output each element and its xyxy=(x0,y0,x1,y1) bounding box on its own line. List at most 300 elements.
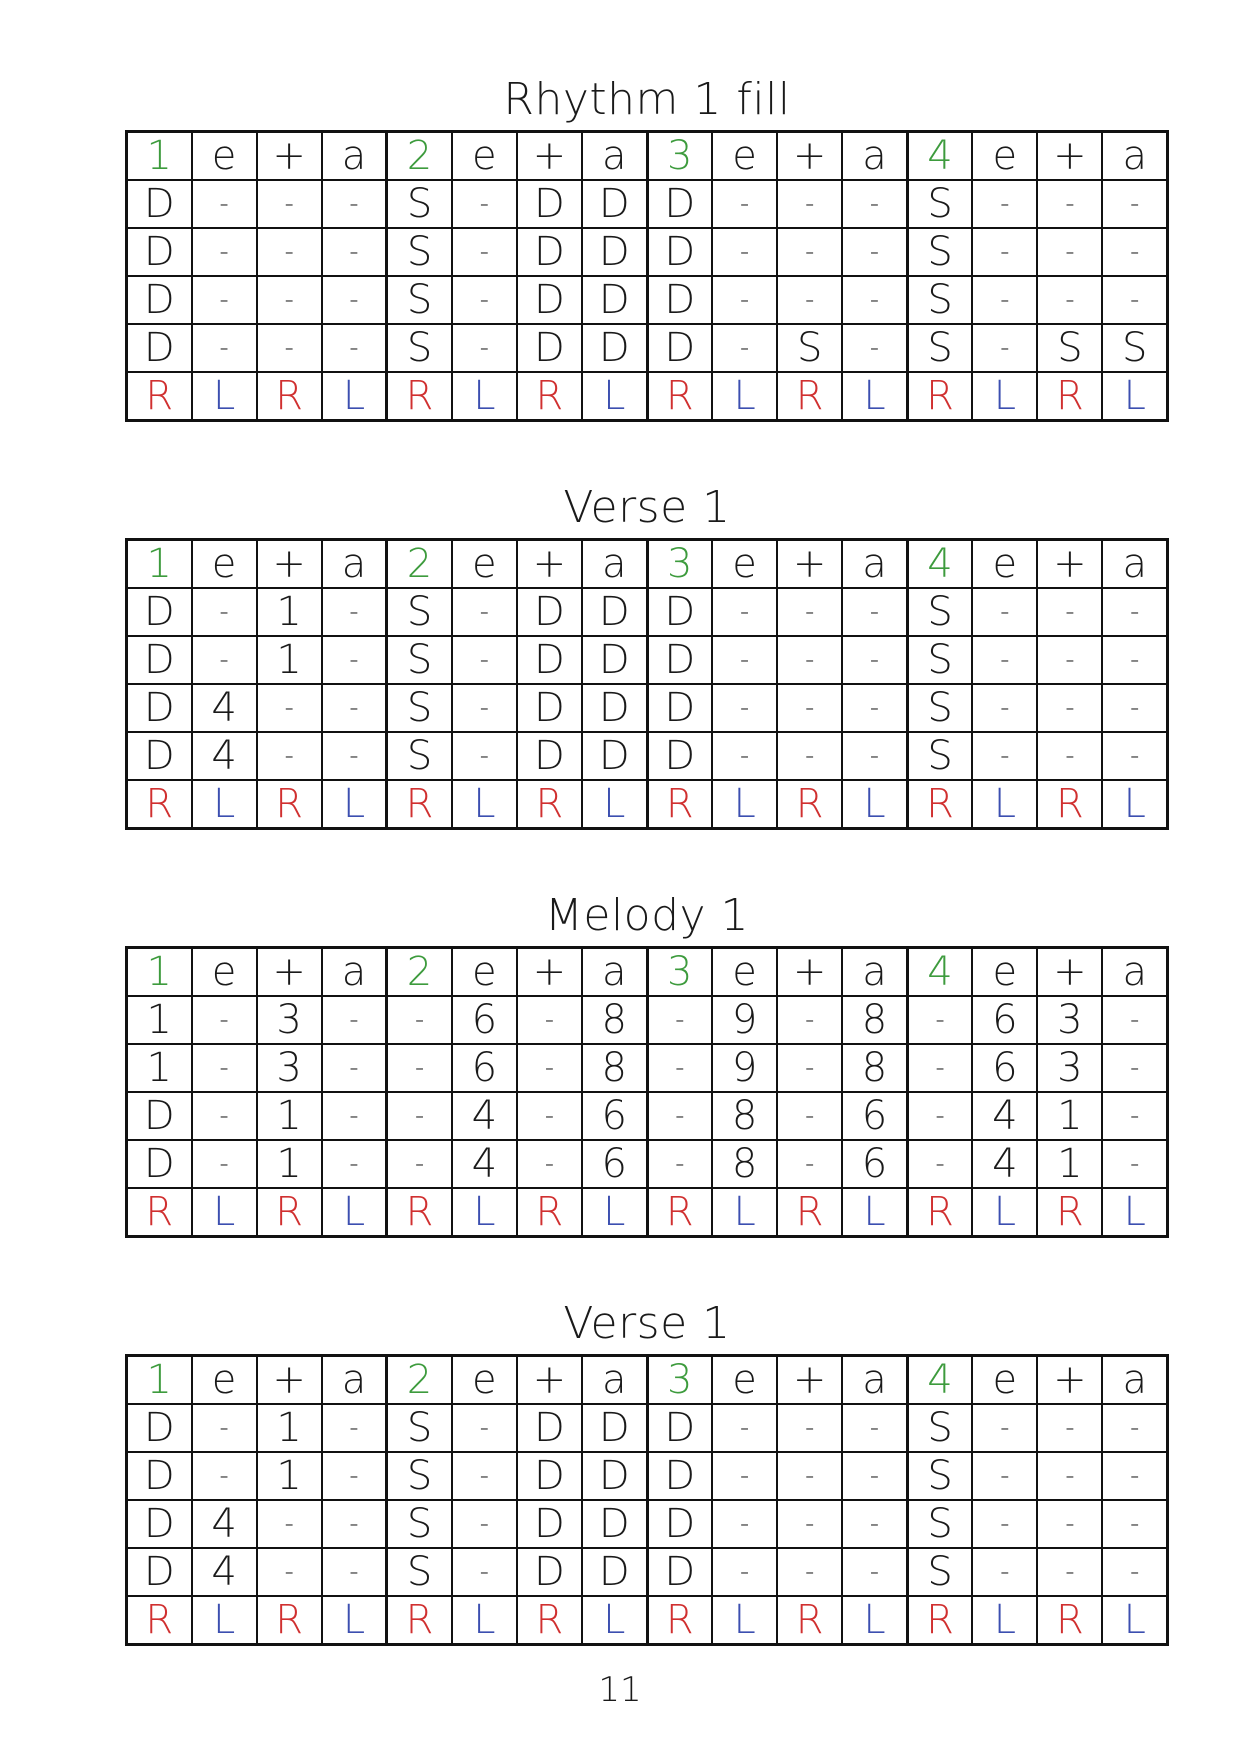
note-cell: D xyxy=(517,1404,582,1452)
count-cell: e xyxy=(192,132,257,181)
note-cell: - xyxy=(777,1044,842,1092)
note-cell: D xyxy=(647,588,712,636)
note-cell: - xyxy=(1037,636,1102,684)
note-cell: S xyxy=(907,684,972,732)
sticking-row xyxy=(127,780,1168,829)
sticking-cell: L xyxy=(192,1188,257,1237)
note-cell: - xyxy=(972,684,1037,732)
note-cell: - xyxy=(192,588,257,636)
note-cell: D xyxy=(517,276,582,324)
note-cell: 8 xyxy=(582,996,647,1044)
note-cell: D xyxy=(127,1500,192,1548)
note-cell: - xyxy=(712,684,777,732)
note-cell: - xyxy=(1037,1500,1102,1548)
sticking-cell: R xyxy=(387,780,452,829)
section-title: Melody 1 xyxy=(544,890,750,941)
sticking-cell: L xyxy=(972,780,1037,829)
note-cell: - xyxy=(452,228,517,276)
note-cell: - xyxy=(257,324,322,372)
note-cell: S xyxy=(907,732,972,780)
note-cell: D xyxy=(127,732,192,780)
note-cell: D xyxy=(647,324,712,372)
sticking-cell: R xyxy=(777,780,842,829)
note-cell: - xyxy=(322,1092,387,1140)
sticking-cell: L xyxy=(322,1188,387,1237)
sticking-cell: R xyxy=(1037,1188,1102,1237)
note-cell: 6 xyxy=(842,1092,907,1140)
note-cell: - xyxy=(192,1140,257,1188)
note-cell: - xyxy=(712,180,777,228)
count-cell: + xyxy=(1037,132,1102,181)
note-cell: - xyxy=(192,1404,257,1452)
note-cell: - xyxy=(387,1044,452,1092)
count-cell: 3 xyxy=(647,1356,712,1405)
note-cell: - xyxy=(322,324,387,372)
count-cell: + xyxy=(517,1356,582,1405)
note-cell: - xyxy=(452,588,517,636)
sticking-cell: L xyxy=(842,1188,907,1237)
note-cell: 8 xyxy=(582,1044,647,1092)
note-cell: - xyxy=(322,276,387,324)
note-cell: - xyxy=(1102,276,1167,324)
note-cell: S xyxy=(907,1500,972,1548)
note-cell: D xyxy=(127,276,192,324)
note-cell: - xyxy=(322,996,387,1044)
note-cell: S xyxy=(907,276,972,324)
note-cell: - xyxy=(257,732,322,780)
note-cell: S xyxy=(387,1404,452,1452)
note-cell: - xyxy=(907,1044,972,1092)
count-cell: + xyxy=(257,1356,322,1405)
note-row xyxy=(127,1044,1168,1092)
note-cell: S xyxy=(387,684,452,732)
count-cell: 1 xyxy=(127,948,192,997)
note-cell: S xyxy=(907,228,972,276)
note-cell: - xyxy=(517,1044,582,1092)
note-row xyxy=(127,1500,1168,1548)
sticking-cell: L xyxy=(452,372,517,421)
note-cell: D xyxy=(517,1452,582,1500)
sticking-cell: L xyxy=(582,372,647,421)
count-cell: 3 xyxy=(647,540,712,589)
note-cell: D xyxy=(647,1404,712,1452)
note-cell: 8 xyxy=(842,1044,907,1092)
sticking-row xyxy=(127,372,1168,421)
count-cell: 2 xyxy=(387,132,452,181)
count-cell: 2 xyxy=(387,540,452,589)
note-cell: S xyxy=(387,1452,452,1500)
note-cell: D xyxy=(647,684,712,732)
count-cell: 1 xyxy=(127,1356,192,1405)
note-cell: D xyxy=(517,636,582,684)
count-cell: 3 xyxy=(647,948,712,997)
sticking-cell: R xyxy=(517,1596,582,1645)
note-cell: 1 xyxy=(257,1452,322,1500)
count-cell: + xyxy=(777,1356,842,1405)
note-cell: - xyxy=(192,180,257,228)
note-cell: D xyxy=(127,588,192,636)
sticking-cell: L xyxy=(972,1188,1037,1237)
note-cell: - xyxy=(387,996,452,1044)
note-cell: - xyxy=(907,1140,972,1188)
sticking-cell: R xyxy=(517,372,582,421)
note-cell: - xyxy=(1102,1044,1167,1092)
note-cell: - xyxy=(842,228,907,276)
sticking-row xyxy=(127,1188,1168,1237)
note-cell: D xyxy=(582,1452,647,1500)
note-cell: - xyxy=(647,1092,712,1140)
note-cell: - xyxy=(1037,1548,1102,1596)
note-cell: - xyxy=(1102,1404,1167,1452)
note-cell: - xyxy=(712,1500,777,1548)
note-cell: D xyxy=(582,276,647,324)
note-cell: - xyxy=(322,1500,387,1548)
sticking-cell: L xyxy=(842,1596,907,1645)
note-cell: 4 xyxy=(192,1548,257,1596)
note-cell: 4 xyxy=(972,1092,1037,1140)
count-cell: a xyxy=(322,540,387,589)
note-cell: - xyxy=(842,276,907,324)
note-cell: - xyxy=(777,1140,842,1188)
note-cell: - xyxy=(1102,588,1167,636)
sticking-cell: L xyxy=(582,1188,647,1237)
note-cell: - xyxy=(322,588,387,636)
note-cell: - xyxy=(192,228,257,276)
note-cell: 6 xyxy=(452,1044,517,1092)
note-cell: 3 xyxy=(1037,996,1102,1044)
note-cell: D xyxy=(517,228,582,276)
note-cell: - xyxy=(517,1140,582,1188)
note-cell: 1 xyxy=(127,996,192,1044)
sticking-cell: L xyxy=(322,1596,387,1645)
sticking-cell: L xyxy=(192,1596,257,1645)
note-cell: D xyxy=(127,1548,192,1596)
note-cell: - xyxy=(452,180,517,228)
note-cell: D xyxy=(127,1092,192,1140)
note-cell: - xyxy=(972,588,1037,636)
note-cell: D xyxy=(127,228,192,276)
note-cell: - xyxy=(192,996,257,1044)
count-cell: a xyxy=(1102,132,1167,181)
note-cell: D xyxy=(127,636,192,684)
note-cell: - xyxy=(1102,636,1167,684)
note-cell: - xyxy=(842,1452,907,1500)
note-cell: 8 xyxy=(842,996,907,1044)
note-cell: D xyxy=(582,636,647,684)
section-melody-1 xyxy=(125,888,1169,1238)
note-row xyxy=(127,684,1168,732)
note-row xyxy=(127,588,1168,636)
note-cell: - xyxy=(192,276,257,324)
sticking-cell: L xyxy=(192,780,257,829)
note-cell: - xyxy=(387,1092,452,1140)
note-cell: - xyxy=(647,1044,712,1092)
sticking-cell: R xyxy=(517,1188,582,1237)
note-cell: - xyxy=(257,276,322,324)
note-cell: S xyxy=(387,180,452,228)
sticking-cell: R xyxy=(647,780,712,829)
note-cell: - xyxy=(712,732,777,780)
count-cell: 4 xyxy=(907,540,972,589)
note-row xyxy=(127,324,1168,372)
note-cell: 1 xyxy=(257,1140,322,1188)
count-cell: a xyxy=(582,948,647,997)
note-cell: - xyxy=(452,1548,517,1596)
sticking-cell: L xyxy=(192,372,257,421)
note-cell: 1 xyxy=(127,1044,192,1092)
note-cell: D xyxy=(647,180,712,228)
count-cell: e xyxy=(712,1356,777,1405)
sticking-cell: R xyxy=(907,372,972,421)
note-cell: D xyxy=(127,180,192,228)
note-cell: 6 xyxy=(842,1140,907,1188)
rhythm-grid xyxy=(125,538,1169,830)
rhythm-grid xyxy=(125,946,1169,1238)
count-cell: 4 xyxy=(907,948,972,997)
note-cell: - xyxy=(842,1500,907,1548)
sticking-cell: R xyxy=(777,372,842,421)
note-cell: - xyxy=(1037,732,1102,780)
sticking-cell: R xyxy=(257,780,322,829)
note-cell: D xyxy=(582,1500,647,1548)
count-cell: + xyxy=(257,948,322,997)
count-cell: + xyxy=(257,540,322,589)
sticking-cell: R xyxy=(517,780,582,829)
note-cell: S xyxy=(907,180,972,228)
note-cell: - xyxy=(1037,180,1102,228)
note-cell: 3 xyxy=(257,996,322,1044)
note-cell: - xyxy=(777,996,842,1044)
count-cell: e xyxy=(192,540,257,589)
sticking-cell: L xyxy=(712,1596,777,1645)
note-cell: - xyxy=(777,276,842,324)
note-cell: 1 xyxy=(257,636,322,684)
count-cell: e xyxy=(712,132,777,181)
note-cell: D xyxy=(582,180,647,228)
note-cell: - xyxy=(192,636,257,684)
sticking-cell: R xyxy=(127,1596,192,1645)
note-cell: - xyxy=(972,1548,1037,1596)
note-cell: - xyxy=(452,636,517,684)
sticking-cell: L xyxy=(322,372,387,421)
sticking-cell: L xyxy=(582,780,647,829)
section-verse-1 xyxy=(125,480,1169,830)
note-cell: - xyxy=(1037,684,1102,732)
note-cell: - xyxy=(322,228,387,276)
note-cell: - xyxy=(192,1452,257,1500)
sticking-cell: L xyxy=(712,780,777,829)
note-cell: S xyxy=(907,588,972,636)
sticking-cell: L xyxy=(452,1596,517,1645)
note-cell: - xyxy=(712,588,777,636)
note-cell: D xyxy=(582,1548,647,1596)
note-cell: - xyxy=(387,1140,452,1188)
note-cell: D xyxy=(517,684,582,732)
note-cell: D xyxy=(517,732,582,780)
count-cell: e xyxy=(972,1356,1037,1405)
page-number: 11 xyxy=(598,1670,642,1710)
sticking-cell: R xyxy=(387,1596,452,1645)
sticking-cell: R xyxy=(257,1188,322,1237)
note-cell: S xyxy=(387,1500,452,1548)
note-cell: - xyxy=(972,636,1037,684)
note-cell: - xyxy=(842,684,907,732)
note-cell: - xyxy=(322,684,387,732)
section-rhythm-1-fill xyxy=(125,72,1169,422)
note-cell: D xyxy=(582,588,647,636)
note-cell: - xyxy=(712,1548,777,1596)
note-cell: - xyxy=(322,1044,387,1092)
sticking-cell: R xyxy=(127,780,192,829)
note-cell: - xyxy=(777,588,842,636)
note-cell: - xyxy=(452,324,517,372)
note-cell: - xyxy=(192,1044,257,1092)
note-cell: - xyxy=(972,228,1037,276)
count-cell: e xyxy=(452,540,517,589)
note-cell: - xyxy=(972,732,1037,780)
sticking-cell: R xyxy=(907,1188,972,1237)
note-cell: - xyxy=(972,324,1037,372)
note-cell: - xyxy=(777,1404,842,1452)
note-cell: 9 xyxy=(712,996,777,1044)
note-cell: - xyxy=(712,636,777,684)
note-cell: S xyxy=(1102,324,1167,372)
note-cell: - xyxy=(1102,684,1167,732)
note-cell: 1 xyxy=(257,588,322,636)
count-cell: e xyxy=(452,132,517,181)
note-cell: - xyxy=(972,1404,1037,1452)
note-cell: S xyxy=(387,228,452,276)
note-cell: D xyxy=(582,1404,647,1452)
note-cell: - xyxy=(322,636,387,684)
note-cell: D xyxy=(127,1452,192,1500)
sticking-cell: L xyxy=(972,372,1037,421)
note-cell: - xyxy=(712,276,777,324)
note-cell: - xyxy=(1037,1452,1102,1500)
note-cell: - xyxy=(842,588,907,636)
note-cell: 6 xyxy=(582,1140,647,1188)
count-cell: a xyxy=(842,1356,907,1405)
count-row xyxy=(127,540,1168,589)
sticking-cell: L xyxy=(1102,1188,1167,1237)
note-cell: - xyxy=(842,1548,907,1596)
sticking-cell: L xyxy=(1102,1596,1167,1645)
note-row xyxy=(127,1452,1168,1500)
note-cell: - xyxy=(1102,996,1167,1044)
count-cell: + xyxy=(777,540,842,589)
sticking-cell: L xyxy=(452,780,517,829)
count-cell: e xyxy=(712,948,777,997)
note-cell: S xyxy=(387,324,452,372)
note-cell: D xyxy=(647,1452,712,1500)
note-cell: - xyxy=(322,1452,387,1500)
note-cell: 4 xyxy=(192,684,257,732)
note-cell: - xyxy=(257,228,322,276)
note-cell: - xyxy=(1102,1452,1167,1500)
note-row xyxy=(127,1548,1168,1596)
note-cell: - xyxy=(647,1140,712,1188)
note-row xyxy=(127,636,1168,684)
note-row xyxy=(127,732,1168,780)
sticking-cell: R xyxy=(387,1188,452,1237)
count-row xyxy=(127,132,1168,181)
note-cell: 1 xyxy=(1037,1140,1102,1188)
count-cell: + xyxy=(1037,948,1102,997)
note-cell: - xyxy=(777,1548,842,1596)
note-row xyxy=(127,996,1168,1044)
count-cell: + xyxy=(1037,1356,1102,1405)
note-cell: - xyxy=(322,1404,387,1452)
count-cell: 1 xyxy=(127,132,192,181)
note-cell: - xyxy=(1102,732,1167,780)
count-row xyxy=(127,948,1168,997)
note-cell: - xyxy=(1037,1404,1102,1452)
note-cell: - xyxy=(322,732,387,780)
count-row xyxy=(127,1356,1168,1405)
note-cell: - xyxy=(257,180,322,228)
note-cell: D xyxy=(647,636,712,684)
note-cell: 4 xyxy=(192,1500,257,1548)
note-cell: - xyxy=(842,180,907,228)
count-cell: + xyxy=(777,948,842,997)
sticking-cell: R xyxy=(1037,372,1102,421)
note-cell: D xyxy=(517,588,582,636)
note-cell: - xyxy=(972,180,1037,228)
note-cell: - xyxy=(452,276,517,324)
count-cell: 4 xyxy=(907,1356,972,1405)
count-cell: a xyxy=(322,1356,387,1405)
note-row xyxy=(127,1092,1168,1140)
note-cell: D xyxy=(582,732,647,780)
sticking-cell: L xyxy=(452,1188,517,1237)
count-cell: a xyxy=(1102,948,1167,997)
note-cell: D xyxy=(127,684,192,732)
count-cell: + xyxy=(257,132,322,181)
sticking-cell: R xyxy=(907,780,972,829)
note-cell: - xyxy=(842,1404,907,1452)
note-cell: - xyxy=(322,1548,387,1596)
note-cell: - xyxy=(777,732,842,780)
count-cell: a xyxy=(1102,540,1167,589)
note-cell: 4 xyxy=(192,732,257,780)
sticking-cell: R xyxy=(127,372,192,421)
note-cell: - xyxy=(712,228,777,276)
note-cell: D xyxy=(517,1548,582,1596)
note-cell: S xyxy=(387,1548,452,1596)
sticking-cell: R xyxy=(777,1188,842,1237)
note-cell: - xyxy=(1037,588,1102,636)
note-cell: - xyxy=(907,1092,972,1140)
sticking-cell: L xyxy=(712,372,777,421)
note-cell: - xyxy=(517,1092,582,1140)
note-cell: - xyxy=(452,684,517,732)
note-cell: - xyxy=(1102,228,1167,276)
note-cell: - xyxy=(972,276,1037,324)
sticking-row xyxy=(127,1596,1168,1645)
count-cell: a xyxy=(842,948,907,997)
note-cell: 8 xyxy=(712,1140,777,1188)
rhythm-grid xyxy=(125,1354,1169,1646)
note-cell: D xyxy=(582,324,647,372)
note-cell: - xyxy=(322,180,387,228)
sticking-cell: R xyxy=(907,1596,972,1645)
note-cell: 9 xyxy=(712,1044,777,1092)
note-cell: S xyxy=(907,1548,972,1596)
note-cell: 1 xyxy=(1037,1092,1102,1140)
sticking-cell: R xyxy=(387,372,452,421)
note-cell: 1 xyxy=(257,1404,322,1452)
note-cell: - xyxy=(1102,180,1167,228)
